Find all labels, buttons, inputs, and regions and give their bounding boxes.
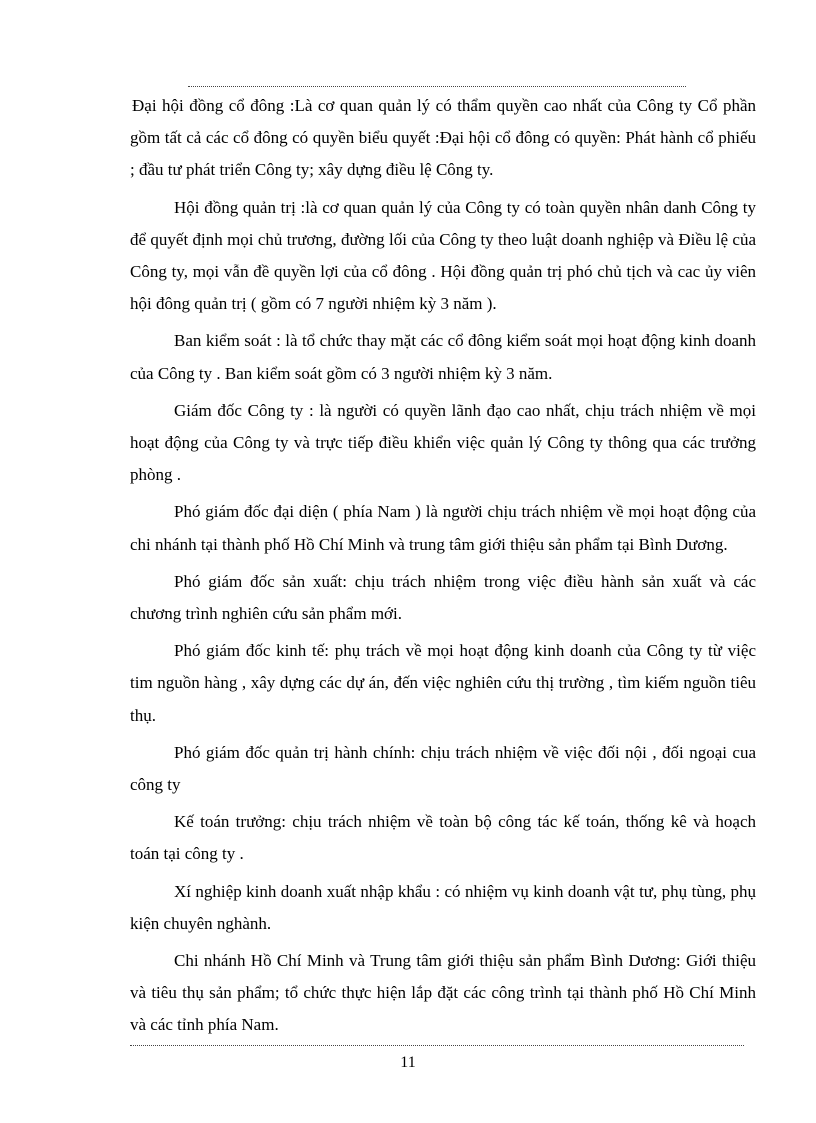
paragraph-pho-giam-doc-dai-dien: Phó giám đốc đại diện ( phía Nam ) là người chịu trách nhiệm về mọi hoạt động của chi nhánh tại thành phố Hồ Chí Minh và trung tâm giới thiệu sản phẩm tại Bình Dương. (130, 502, 756, 554)
paragraph-xi-nghiep-xnk: Xí nghiệp kinh doanh xuất nhập khẩu : có nhiệm vụ kinh doanh vật tư, phụ tùng, phụ kiện chuyên nghành. (130, 881, 756, 933)
paragraph-pho-giam-doc-hanh-chinh: Phó giám đốc quản trị hành chính: chịu trách nhiệm về việc đối nội , đối ngoại cua công ty (130, 742, 756, 795)
paragraph-giam-doc: Giám đốc Công ty : là người có quyền lãnh đạo cao nhất, chịu trách nhiệm về mọi hoạt động của Công ty và trực tiếp điều khiển việc quản lý Công ty thông qua các trưởng phòng . (130, 400, 756, 485)
paragraph-hoi-dong-quan-tri: Hội đồng quản trị :là cơ quan quản lý của Công ty có toàn quyền nhân danh Công ty để quyết định mọi chủ trương, đường lối của Công ty theo luật doanh nghiệp và Điều lệ của Công ty, mọi vẫn đề quyền lợi của cổ đông . Hội đồng quản trị phó chủ tịch và cac ủy viên hội đông quản trị ( gồm có 7 người nhiệm kỳ 3 năm ). (130, 197, 756, 314)
header-divider (188, 86, 686, 87)
paragraph-dai-hoi-dong-co-dong: Đại hội đồng cổ đông :Là cơ quan quản lý có thẩm quyền cao nhất của Công ty Cổ phần gồm tất cả các cổ đông có quyền biểu quyết :Đại hội cổ đông có quyền: Phát hành cổ phiếu ; đầu tư phát triển Công ty; xây dựng điều lệ Công ty. (130, 96, 756, 180)
document-body (130, 90, 756, 1047)
paragraph-chi-nhanh: Chi nhánh Hồ Chí Minh và Trung tâm giới thiệu sản phẩm Bình Dương: Giới thiệu và tiêu thụ sản phẩm; tổ chức thực hiện lắp đặt các công trình tại thành phố Hồ Chí Minh và các tỉnh phía Nam. (130, 951, 756, 1035)
paragraph-ban-kiem-soat: Ban kiểm soát : là tổ chức thay mặt các cổ đông kiểm soát mọi hoạt động kinh doanh của Công ty . Ban kiểm soát gồm có 3 người nhiệm kỳ 3 năm. (130, 331, 756, 383)
paragraph-pho-giam-doc-kinh-te: Phó giám đốc kinh tế: phụ trách về mọi hoạt động kinh doanh của Công ty từ việc tim nguồn hàng , xây dựng các dự án, đến việc nghiên cứu thị trường , tìm kiếm nguồn tiêu thụ. (130, 641, 756, 725)
paragraph-ke-toan-truong: Kế toán trưởng: chịu trách nhiệm về toàn bộ công tác kế toán, thống kê và hoạch toán tại công ty . (130, 812, 756, 864)
paragraph-pho-giam-doc-san-xuat: Phó giám đốc sản xuất: chịu trách nhiệm trong việc điều hành sản xuất và các chương trình nghiên cứu sản phẩm mới. (130, 571, 756, 624)
page-number: 11 (400, 1054, 416, 1071)
footer-divider (130, 1045, 744, 1046)
